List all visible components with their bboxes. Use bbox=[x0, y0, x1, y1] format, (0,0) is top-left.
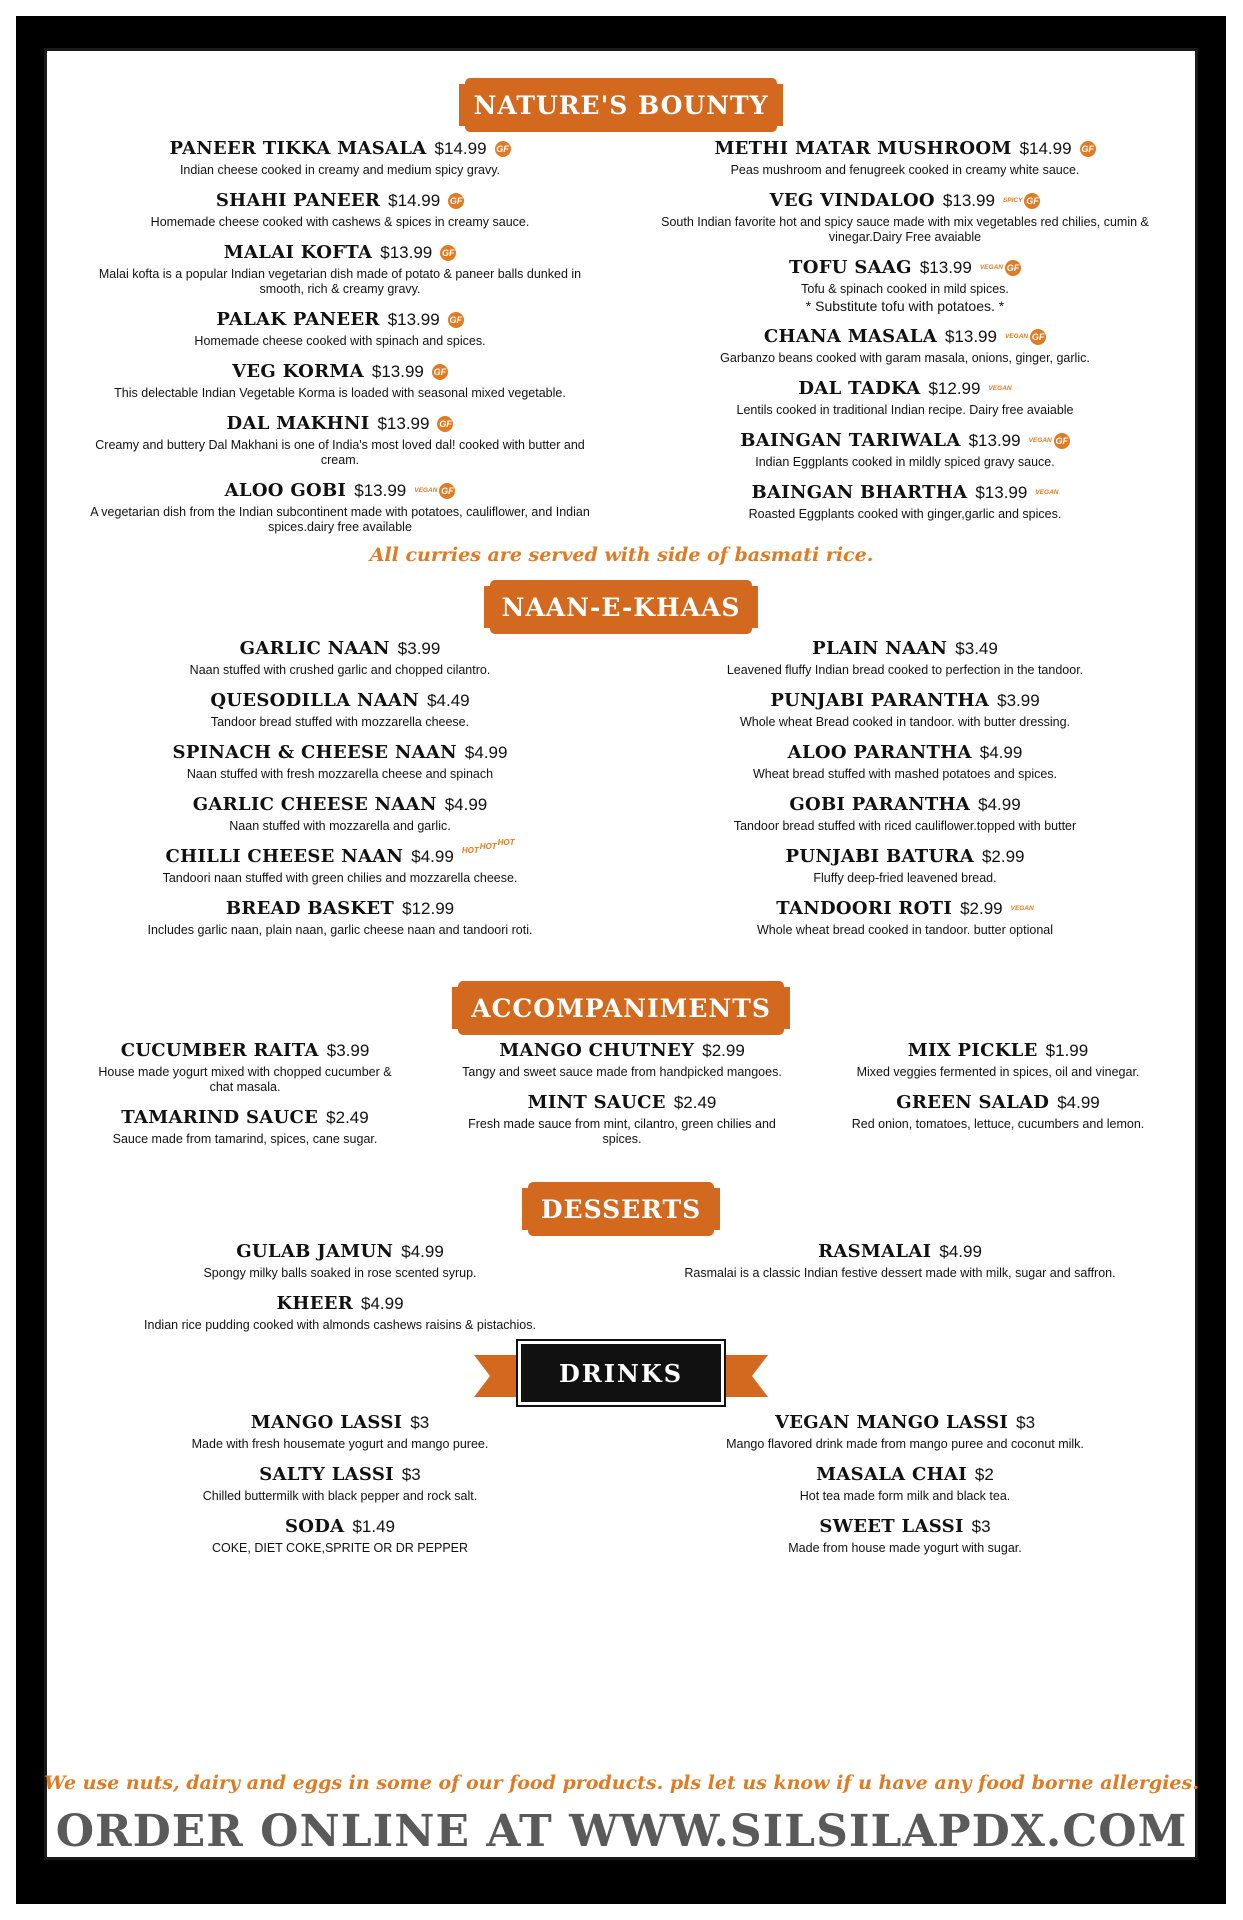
menu-item-header bbox=[655, 326, 1155, 347]
menu-item-header bbox=[630, 1241, 1170, 1262]
menu-item-description: COKE, DIET COKE,SPRITE OR DR PEPPER bbox=[211, 1541, 469, 1555]
menu-item-price: $13.99 bbox=[354, 481, 407, 500]
menu-item-price: $14.99 bbox=[1019, 139, 1072, 158]
menu-item-description: South Indian favorite hot and spicy sauce made with mix vegetables red chilies, cumin & vinegar.Dairy Free avaiable bbox=[661, 215, 1149, 244]
menu-item bbox=[90, 1464, 590, 1504]
menu-item-price: $13.99 bbox=[380, 243, 433, 262]
menu-item-price: $4.99 bbox=[939, 1242, 982, 1261]
menu-item-description: This delectable Indian Vegetable Korma is loaded with seasonal mixed vegetable. bbox=[114, 386, 566, 400]
gluten-free-icon: GF bbox=[448, 193, 464, 209]
menu-item-price: $3.99 bbox=[326, 1041, 370, 1060]
menu-item-price: $3 bbox=[401, 1465, 421, 1484]
menu-item bbox=[90, 309, 590, 349]
menu-item bbox=[655, 898, 1155, 938]
menu-item-header bbox=[90, 898, 590, 919]
menu-item bbox=[655, 1464, 1155, 1504]
menu-item-description: Homemade cheese cooked with cashews & spices in creamy sauce. bbox=[150, 215, 530, 229]
menu-item-name: MANGO CHUTNEY bbox=[499, 1040, 695, 1061]
menu-item bbox=[90, 1293, 590, 1333]
menu-item-name: MASALA CHAI bbox=[816, 1464, 967, 1485]
drinks-right-column bbox=[655, 1412, 1155, 1568]
menu-item-description: Roasted Eggplants cooked with ginger,garlic and spices. bbox=[748, 507, 1062, 521]
menu-item-description: Red onion, tomatoes, lettuce, cucumbers and lemon. bbox=[851, 1117, 1145, 1131]
menu-item-header bbox=[85, 1040, 405, 1061]
menu-item-header bbox=[655, 190, 1155, 211]
menu-item bbox=[655, 690, 1155, 730]
hot-label: HOT bbox=[479, 842, 497, 851]
menu-item bbox=[655, 138, 1155, 178]
menu-item-price: $3 bbox=[1016, 1413, 1036, 1432]
diet-tag: VEGAN bbox=[988, 385, 1012, 392]
diet-badge bbox=[414, 483, 455, 499]
menu-item-header bbox=[90, 1464, 590, 1485]
menu-item-header bbox=[655, 690, 1155, 711]
naan-left-column bbox=[90, 638, 590, 950]
menu-item bbox=[655, 846, 1155, 886]
menu-item bbox=[462, 1040, 782, 1080]
menu-item-price: $3 bbox=[410, 1413, 430, 1432]
diet-badge bbox=[1029, 433, 1070, 449]
menu-item-name: BREAD BASKET bbox=[225, 898, 395, 919]
menu-item-name: GARLIC NAAN bbox=[239, 638, 390, 659]
diet-badge bbox=[448, 312, 464, 328]
diet-badge bbox=[440, 245, 456, 261]
menu-item bbox=[655, 190, 1155, 245]
desserts-right-column bbox=[630, 1241, 1170, 1293]
menu-item-price: $14.99 bbox=[434, 139, 487, 158]
menu-item bbox=[90, 742, 590, 782]
menu-item-name: METHI MATAR MUSHROOM bbox=[714, 138, 1012, 159]
menu-item-header bbox=[655, 430, 1155, 451]
menu-item bbox=[90, 190, 590, 230]
menu-item bbox=[655, 378, 1155, 418]
diet-badge bbox=[1011, 905, 1034, 912]
menu-item-header bbox=[90, 138, 590, 159]
menu-item bbox=[90, 1241, 590, 1281]
menu-item-description: Indian cheese cooked in creamy and medium spicy gravy. bbox=[179, 163, 501, 177]
menu-item-header bbox=[655, 1412, 1155, 1433]
menu-item-name: GULAB JAMUN bbox=[236, 1241, 394, 1262]
menu-item-price: $4.99 bbox=[978, 795, 1021, 814]
menu-item-header bbox=[655, 794, 1155, 815]
menu-item-header bbox=[838, 1092, 1158, 1113]
menu-item-price: $13.99 bbox=[919, 258, 972, 277]
menu-item-description: Includes garlic naan, plain naan, garlic cheese naan and tandoori roti. bbox=[147, 923, 533, 937]
menu-item-header bbox=[90, 242, 590, 263]
menu-item-price: $4.99 bbox=[464, 743, 508, 762]
menu-item-description: Naan stuffed with fresh mozzarella cheese and spinach bbox=[186, 767, 494, 781]
menu-item-name: TAMARIND SAUCE bbox=[121, 1107, 319, 1128]
menu-item bbox=[90, 690, 590, 730]
menu-item bbox=[90, 413, 590, 468]
menu-item-price: $4.99 bbox=[444, 795, 488, 814]
menu-item-description: Tandoor bread stuffed with riced cauliflower.topped with butter bbox=[733, 819, 1077, 833]
menu-item-header bbox=[838, 1040, 1158, 1061]
menu-item-price: $2.49 bbox=[673, 1093, 717, 1112]
menu-item-header bbox=[90, 794, 590, 815]
menu-item-price: $3.99 bbox=[997, 691, 1040, 710]
menu-item-name: SODA bbox=[284, 1516, 345, 1537]
menu-item bbox=[462, 1092, 782, 1147]
menu-item-price: $4.99 bbox=[401, 1242, 444, 1261]
menu-item-description: Rasmalai is a classic Indian festive dessert made with milk, sugar and saffron. bbox=[684, 1266, 1116, 1280]
diet-badge bbox=[980, 260, 1021, 276]
menu-item-header bbox=[90, 1293, 590, 1314]
menu-item bbox=[655, 326, 1155, 366]
order-online-banner[interactable]: ORDER ONLINE AT WWW.SILSILAPDX.COM bbox=[55, 1806, 1188, 1857]
menu-item-name: BAINGAN BHARTHA bbox=[751, 482, 968, 503]
menu-item-header bbox=[90, 838, 590, 867]
accompaniments-column-2 bbox=[462, 1040, 782, 1159]
menu-item-price: $2.99 bbox=[702, 1041, 745, 1060]
menu-item-description: Indian Eggplants cooked in mildly spiced gravy sauce. bbox=[755, 455, 1055, 469]
menu-item-header bbox=[90, 1412, 590, 1433]
menu-item-description: Tandoor bread stuffed with mozzarella cheese. bbox=[210, 715, 470, 729]
menu-item-header bbox=[90, 638, 590, 659]
menu-item-description: Fluffy deep-fried leavened bread. bbox=[813, 871, 997, 885]
menu-item-header bbox=[655, 482, 1155, 503]
menu-item-name: DAL TADKA bbox=[798, 378, 921, 399]
menu-item-description: Hot tea made form milk and black tea. bbox=[799, 1489, 1011, 1503]
menu-item-name: MIX PICKLE bbox=[907, 1040, 1038, 1061]
menu-item-price: $3.99 bbox=[397, 639, 441, 658]
menu-item-name: GARLIC CHEESE NAAN bbox=[192, 794, 437, 815]
menu-item-description: Peas mushroom and fenugreek cooked in creamy white sauce. bbox=[730, 163, 1080, 177]
menu-item-price: $13.99 bbox=[371, 362, 424, 381]
diet-badge bbox=[1035, 489, 1058, 496]
diet-tag: VEGAN bbox=[1035, 489, 1059, 496]
menu-item-name: PALAK PANEER bbox=[216, 309, 380, 330]
drinks-left-column bbox=[90, 1412, 590, 1568]
gluten-free-icon: GF bbox=[439, 483, 455, 499]
menu-item-header bbox=[462, 1040, 782, 1061]
menu-item-name: MANGO LASSI bbox=[250, 1412, 403, 1433]
menu-item-name: RASMALAI bbox=[818, 1241, 932, 1262]
menu-item bbox=[655, 742, 1155, 782]
menu-item-header bbox=[90, 1516, 590, 1537]
gluten-free-icon: GF bbox=[437, 416, 453, 432]
menu-item-description: Garbanzo beans cooked with garam masala, onions, ginger, garlic. bbox=[720, 351, 1090, 365]
menu-item-price: $4.99 bbox=[1057, 1093, 1100, 1112]
menu-item-name: PUNJABI PARANTHA bbox=[770, 690, 990, 711]
menu-item-name: GREEN SALAD bbox=[896, 1092, 1050, 1113]
menu-item-price: $14.99 bbox=[388, 191, 441, 210]
menu-item-header bbox=[90, 190, 590, 211]
menu-item-name: CUCUMBER RAITA bbox=[120, 1040, 319, 1061]
menu-item-header bbox=[655, 1464, 1155, 1485]
menu-item-name: DAL MAKHNI bbox=[226, 413, 370, 434]
menu-item-name: GOBI PARANTHA bbox=[789, 794, 971, 815]
gluten-free-icon: GF bbox=[448, 312, 464, 328]
menu-item-description: Wheat bread stuffed with mashed potatoes and spices. bbox=[752, 767, 1058, 781]
menu-item-description: Fresh made sauce from mint, cilantro, green chilies and spices. bbox=[468, 1117, 776, 1146]
menu-item bbox=[90, 638, 590, 678]
menu-item-header bbox=[655, 378, 1155, 399]
menu-item-header bbox=[90, 480, 590, 501]
gluten-free-icon: GF bbox=[1005, 260, 1021, 276]
menu-item-price: $13.99 bbox=[975, 483, 1028, 502]
menu-item bbox=[90, 1516, 590, 1556]
menu-item-price: $3.49 bbox=[955, 639, 998, 658]
menu-item bbox=[838, 1092, 1158, 1132]
menu-item-name: BAINGAN TARIWALA bbox=[740, 430, 961, 451]
menu-item-price: $2.49 bbox=[326, 1108, 369, 1127]
menu-item-price: $12.99 bbox=[928, 379, 981, 398]
banner-accompaniments: ACCOMPANIMENTS bbox=[460, 983, 782, 1033]
menu-item-name: PANEER TIKKA MASALA bbox=[169, 138, 427, 159]
menu-item bbox=[90, 838, 590, 886]
menu-item-description: A vegetarian dish from the Indian subcontinent made with potatoes, cauliflower, and Indian spices.dairy free available bbox=[90, 505, 590, 534]
menu-item-name: VEGAN MANGO LASSI bbox=[774, 1412, 1009, 1433]
menu-item bbox=[90, 1412, 590, 1452]
menu-item-description: Whole wheat bread cooked in tandoor. butter optional bbox=[756, 923, 1054, 937]
diet-badge bbox=[988, 385, 1011, 392]
menu-item-price: $2.99 bbox=[960, 899, 1003, 918]
menu-item-description: Tangy and sweet sauce made from handpicked mangoes. bbox=[462, 1065, 782, 1079]
menu-item-price: $4.99 bbox=[361, 1294, 404, 1313]
menu-item-name: KHEER bbox=[276, 1293, 353, 1314]
menu-item bbox=[655, 482, 1155, 522]
gluten-free-icon: GF bbox=[1030, 329, 1046, 345]
menu-item bbox=[655, 257, 1155, 314]
banner-natures-bounty: NATURE'S BOUNTY bbox=[467, 80, 775, 130]
menu-item bbox=[630, 1241, 1170, 1281]
accompaniments-column-3 bbox=[838, 1040, 1158, 1144]
menu-item-price: $13.99 bbox=[968, 431, 1021, 450]
menu-item-header bbox=[655, 138, 1155, 159]
diet-badge bbox=[1003, 193, 1041, 209]
menu-item-name: TANDOORI ROTI bbox=[776, 898, 953, 919]
menu-item-description: Leavened fluffy Indian bread cooked to perfection in the tandoor. bbox=[726, 663, 1084, 677]
menu-item-price: $13.99 bbox=[942, 191, 995, 210]
menu-item bbox=[90, 794, 590, 834]
menu-item-description: Naan stuffed with mozzarella and garlic. bbox=[229, 819, 451, 833]
menu-item-description: Creamy and buttery Dal Makhani is one of India's most loved dal! cooked with butter and cream. bbox=[95, 438, 585, 467]
menu-item-header bbox=[655, 1516, 1155, 1537]
menu-item-description: Mixed veggies fermented in spices, oil and vinegar. bbox=[856, 1065, 1140, 1079]
gluten-free-icon: GF bbox=[440, 245, 456, 261]
menu-item-price: $4.99 bbox=[411, 847, 454, 866]
menu-item-header bbox=[90, 309, 590, 330]
menu-item-header bbox=[462, 1092, 782, 1113]
diet-badge bbox=[1080, 141, 1096, 157]
menu-item-price: $4.49 bbox=[427, 691, 470, 710]
menu-item-name: SWEET LASSI bbox=[819, 1516, 964, 1537]
menu-item-name: CHANA MASALA bbox=[763, 326, 937, 347]
menu-item bbox=[90, 361, 590, 401]
menu-item bbox=[655, 430, 1155, 470]
menu-item-price: $1.99 bbox=[1045, 1041, 1089, 1060]
menu-item-name: SHAHI PANEER bbox=[215, 190, 381, 211]
menu-item-header bbox=[90, 690, 590, 711]
diet-tag: VEGAN bbox=[1010, 905, 1034, 912]
diet-badge bbox=[437, 416, 453, 432]
menu-item-price: $13.99 bbox=[377, 414, 430, 433]
gluten-free-icon: GF bbox=[432, 364, 448, 380]
banner-naan-e-khaas: NAAN-E-KHAAS bbox=[492, 582, 750, 632]
menu-item bbox=[90, 898, 590, 938]
menu-item-price: $13.99 bbox=[944, 327, 997, 346]
diet-tag: SPICY bbox=[1002, 197, 1023, 204]
menu-item-name: TOFU SAAG bbox=[789, 257, 912, 278]
menu-item-price: $4.99 bbox=[979, 743, 1023, 762]
menu-item-description: Lentils cooked in traditional Indian recipe. Dairy free avaiable bbox=[736, 403, 1074, 417]
menu-item-name: MINT SAUCE bbox=[527, 1092, 666, 1113]
gluten-free-icon: GF bbox=[1024, 193, 1040, 209]
menu-item bbox=[85, 1040, 405, 1095]
rice-note: All curries are served with side of basmati rice. bbox=[369, 544, 874, 566]
menu-item-name: QUESODILLA NAAN bbox=[210, 690, 420, 711]
diet-tag: VEGAN bbox=[1028, 437, 1052, 444]
hot-label: HOT bbox=[461, 846, 479, 855]
menu-item bbox=[655, 794, 1155, 834]
menu-item-description: House made yogurt mixed with chopped cucumber & chat masala. bbox=[98, 1065, 392, 1094]
natures-bounty-right-column bbox=[655, 138, 1155, 534]
diet-tag: VEGAN bbox=[979, 264, 1003, 271]
naan-right-column bbox=[655, 638, 1155, 950]
menu-item-header bbox=[655, 846, 1155, 867]
banner-desserts: DESSERTS bbox=[530, 1184, 712, 1234]
menu-item-name: PUNJABI BATURA bbox=[785, 846, 974, 867]
menu-item-price: $2 bbox=[974, 1465, 994, 1484]
diet-tag: VEGAN bbox=[414, 487, 438, 494]
diet-badge bbox=[448, 193, 464, 209]
menu-item-price: $3 bbox=[971, 1517, 991, 1536]
menu-item-name: MALAI KOFTA bbox=[223, 242, 373, 263]
natures-bounty-left-column bbox=[90, 138, 590, 547]
menu-item-name: VEG KORMA bbox=[232, 361, 364, 382]
menu-item-header bbox=[655, 257, 1155, 278]
gluten-free-icon: GF bbox=[1054, 433, 1070, 449]
gluten-free-icon: GF bbox=[1080, 141, 1096, 157]
menu-item-description: Made from house made yogurt with sugar. bbox=[788, 1541, 1022, 1555]
menu-item bbox=[85, 1107, 405, 1147]
menu-item-description: Homemade cheese cooked with spinach and spices. bbox=[194, 334, 486, 348]
menu-item-price: $12.99 bbox=[402, 899, 455, 918]
menu-item bbox=[90, 138, 590, 178]
menu-item-name: ALOO GOBI bbox=[224, 480, 347, 501]
menu-item-header bbox=[655, 898, 1155, 919]
hot-icon bbox=[461, 838, 515, 855]
menu-item bbox=[90, 480, 590, 535]
menu-item-header bbox=[90, 361, 590, 382]
menu-item-description: Indian rice pudding cooked with almonds cashews raisins & pistachios. bbox=[144, 1318, 536, 1332]
diet-badge bbox=[1005, 329, 1046, 345]
allergy-note: We use nuts, dairy and eggs in some of our food products. pls let us know if u have any food borne allergies. bbox=[44, 1772, 1199, 1794]
diet-tag: VEGAN bbox=[1004, 333, 1029, 340]
menu-item bbox=[838, 1040, 1158, 1080]
menu-item-name: SALTY LASSI bbox=[259, 1464, 394, 1485]
menu-item-description: Malai kofta is a popular Indian vegetarian dish made of potato & paneer balls dunked in smooth, rich & creamy gravy. bbox=[98, 267, 582, 296]
desserts-left-column bbox=[90, 1241, 590, 1345]
menu-item-name: CHILLI CHEESE NAAN bbox=[165, 846, 404, 867]
menu-item-description: Tofu & spinach cooked in mild spices. bbox=[801, 282, 1009, 296]
menu-item bbox=[90, 242, 590, 297]
menu-item bbox=[655, 1516, 1155, 1556]
menu-item-name: PLAIN NAAN bbox=[812, 638, 948, 659]
menu-item-header bbox=[655, 638, 1155, 659]
menu-item-price: $1.49 bbox=[352, 1517, 395, 1536]
menu-item bbox=[655, 638, 1155, 678]
gluten-free-icon: GF bbox=[495, 141, 511, 157]
accompaniments-column-1 bbox=[85, 1040, 405, 1159]
menu-item-name: VEG VINDALOO bbox=[769, 190, 935, 211]
menu-item-description: Whole wheat Bread cooked in tandoor. with butter dressing. bbox=[739, 715, 1071, 729]
menu-item-header bbox=[90, 413, 590, 434]
menu-item-description: Sauce made from tamarind, spices, cane sugar. bbox=[112, 1132, 378, 1146]
menu-item-description: Tandoori naan stuffed with green chilies and mozzarella cheese. bbox=[162, 871, 518, 885]
menu-item-description: Naan stuffed with crushed garlic and chopped cilantro. bbox=[189, 663, 491, 677]
menu-item-header bbox=[655, 742, 1155, 763]
diet-badge bbox=[495, 141, 511, 157]
menu-item-header bbox=[85, 1107, 405, 1128]
drinks-ribbon bbox=[474, 1341, 768, 1405]
diet-badge bbox=[432, 364, 448, 380]
menu-item-name: SPINACH & CHEESE NAAN bbox=[172, 742, 457, 763]
menu-item-price: $2.99 bbox=[981, 847, 1025, 866]
menu-item-substitution-note: * Substitute tofu with potatoes. * bbox=[805, 298, 1005, 314]
menu-item-name: ALOO PARANTHA bbox=[787, 742, 972, 763]
menu-item bbox=[655, 1412, 1155, 1452]
drinks-title: DRINKS bbox=[518, 1341, 724, 1405]
menu-item-description: Chilled buttermilk with black pepper and rock salt. bbox=[202, 1489, 478, 1503]
hot-label: HOT bbox=[497, 838, 515, 847]
menu-item-description: Spongy milky balls soaked in rose scented syrup. bbox=[203, 1266, 477, 1280]
menu-item-description: Mango flavored drink made from mango puree and coconut milk. bbox=[726, 1437, 1084, 1451]
menu-item-header bbox=[90, 1241, 590, 1262]
menu-item-price: $13.99 bbox=[387, 310, 440, 329]
menu-item-header bbox=[90, 742, 590, 763]
menu-item-description: Made with fresh housemate yogurt and mango puree. bbox=[191, 1437, 489, 1451]
